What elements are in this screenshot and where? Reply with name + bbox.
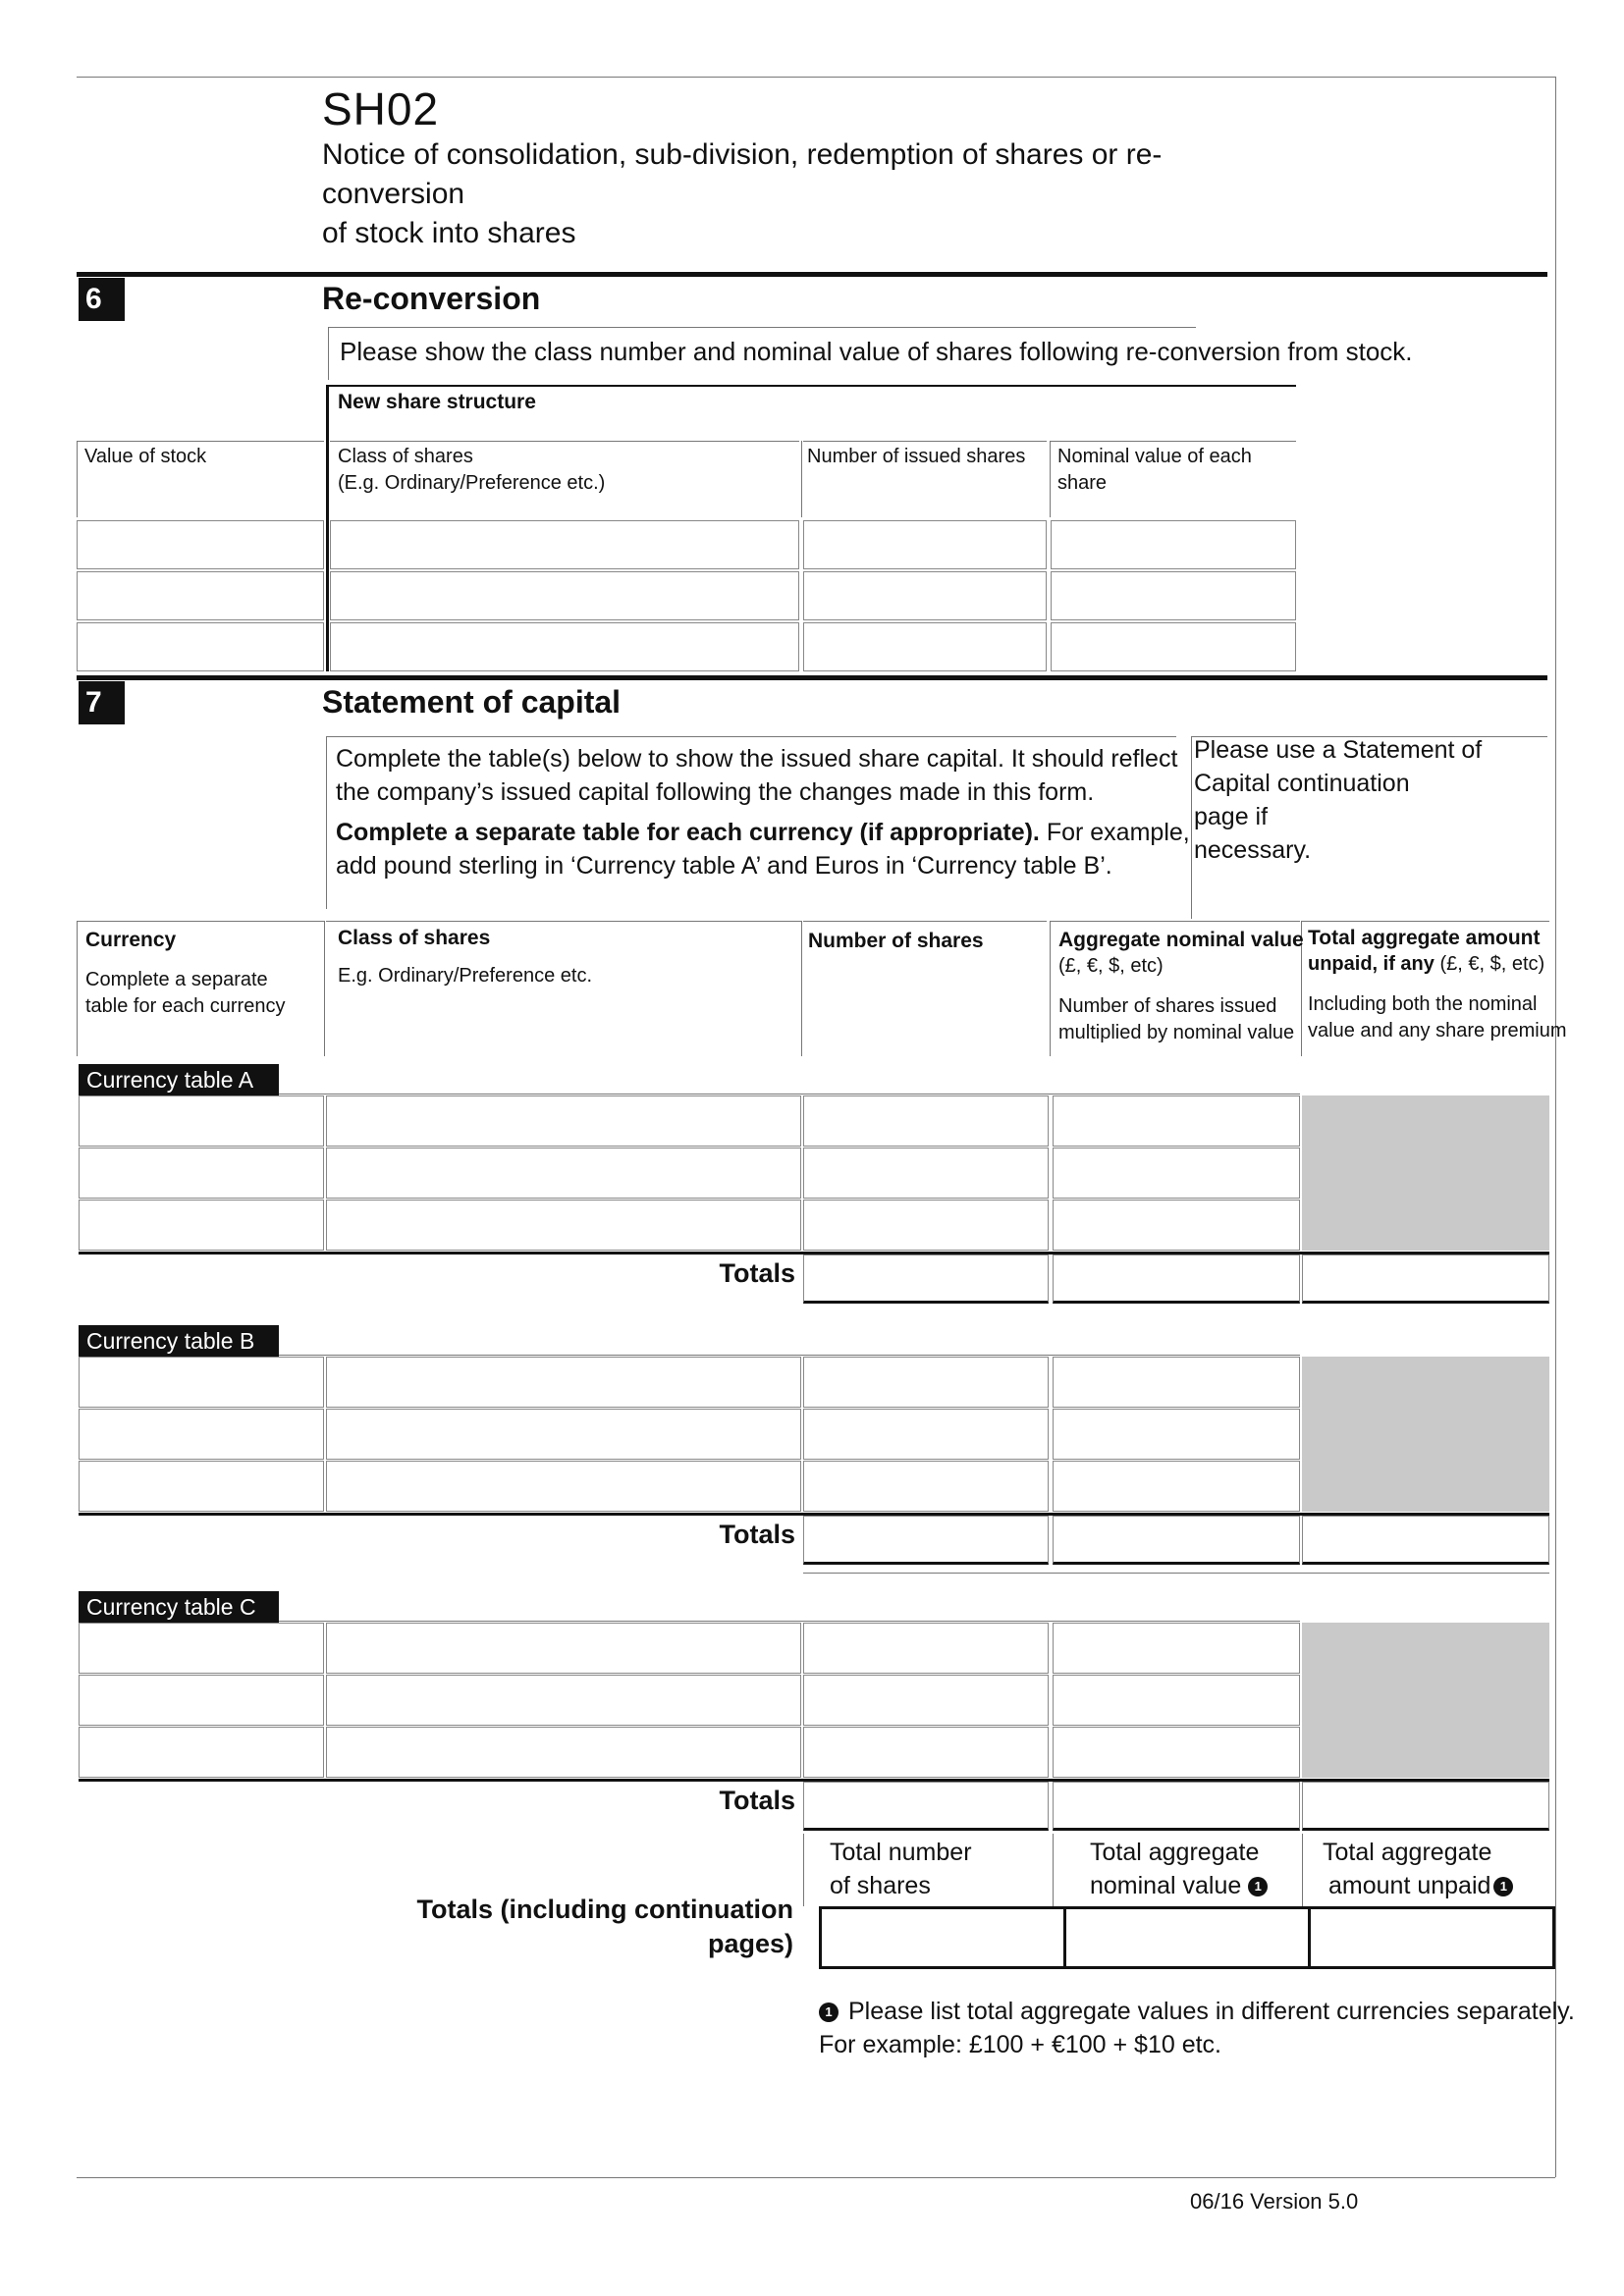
table-b-total-unpaid[interactable] — [1302, 1516, 1549, 1565]
form-title — [322, 135, 1304, 253]
note-bullet-icon: 1 — [1248, 1877, 1268, 1896]
s7-side-note-l3: page if — [1194, 803, 1269, 830]
table-c-row3-currency[interactable] — [79, 1727, 324, 1778]
s7-instruction-l3 — [336, 816, 1190, 849]
table-a-row3-class[interactable] — [326, 1200, 801, 1251]
s7-side-note-l4: necessary. — [1194, 836, 1312, 864]
new-share-structure-label: New share structure — [338, 391, 536, 413]
s6-header-rule-3 — [803, 441, 1047, 442]
table-a-row1-class[interactable] — [326, 1095, 801, 1147]
grand-totals-label-l2: pages) — [707, 1929, 793, 1958]
s7-instruction-l4: add pound sterling in ‘Currency table A’ and Euros in ‘Currency table B’. — [336, 852, 1112, 880]
section6-title: Re-conversion — [322, 281, 541, 316]
table-b-row3-class[interactable] — [326, 1461, 801, 1512]
s6-row1-number[interactable] — [803, 520, 1047, 569]
footnote — [819, 1995, 1575, 2061]
table-b-row3-number[interactable] — [803, 1461, 1049, 1512]
table-a-total-number[interactable] — [803, 1255, 1049, 1304]
s6-header-rule-4 — [1051, 441, 1296, 442]
s7-hdr-rule-5 — [1302, 921, 1549, 922]
grand-col2-header — [1090, 1836, 1268, 1902]
table-b-row1-class[interactable] — [326, 1357, 801, 1408]
table-a-total-unpaid[interactable] — [1302, 1255, 1549, 1304]
table-c-unpaid-shaded — [1302, 1623, 1549, 1778]
table-a-row1-aggregate[interactable] — [1053, 1095, 1300, 1147]
col-nominal-l1: Nominal value of each — [1057, 446, 1252, 467]
footnote-l1: Please list total aggregate values in different currencies separately. — [848, 1998, 1575, 2025]
col-class-of-shares-l1: Class of shares — [338, 446, 473, 467]
grand-col1-header — [830, 1836, 972, 1902]
table-b-label-rule — [279, 1355, 1300, 1356]
s7-instruction-right-rule — [1191, 736, 1192, 919]
note-bullet-icon: 1 — [1493, 1877, 1513, 1896]
s6-row2-class[interactable] — [330, 571, 799, 620]
grand-totals-vrule-2 — [1053, 1834, 1054, 1906]
s7-hdr-vrule-3 — [801, 921, 802, 1056]
grand-col3-l2-wrap — [1323, 1869, 1513, 1902]
s6-row2-nominal[interactable] — [1051, 571, 1296, 620]
table-b-row1-number[interactable] — [803, 1357, 1049, 1408]
col-aggregate-l1: Aggregate nominal value — [1058, 929, 1304, 951]
col-number-of-shares: Number of shares — [808, 930, 984, 952]
form-title-line2: of stock into shares — [322, 217, 576, 249]
table-c-row3-aggregate[interactable] — [1053, 1727, 1300, 1778]
col-aggregate-sub-l1: Number of shares issued — [1058, 995, 1277, 1017]
table-b-row3-currency[interactable] — [79, 1461, 324, 1512]
grand-total-nominal-value[interactable] — [1063, 1906, 1311, 1969]
table-c-row2-currency[interactable] — [79, 1675, 324, 1726]
currency-table-c-label: Currency table C — [79, 1591, 279, 1623]
col-nominal-value — [1057, 444, 1252, 497]
s6-row1-class[interactable] — [330, 520, 799, 569]
s6-row2-number[interactable] — [803, 571, 1047, 620]
table-a-row2-currency[interactable] — [79, 1148, 324, 1199]
col-aggregate-sub-l2: multiplied by nominal value — [1058, 1022, 1295, 1043]
s7-instruction-bold: Complete a separate table for each currency (if appropriate). — [336, 819, 1040, 846]
col-aggregate — [1058, 927, 1304, 1046]
grand-col2-l1: Total aggregate — [1090, 1839, 1260, 1866]
s7-hdr-vrule-4 — [1050, 921, 1051, 1056]
table-a-row2-aggregate[interactable] — [1053, 1148, 1300, 1199]
s7-hdr-rule-3 — [803, 921, 1047, 922]
col-class-of-shares — [338, 444, 605, 497]
col-class — [338, 925, 592, 989]
s6-row3-value-of-stock[interactable] — [77, 622, 324, 671]
col-currency-sub-l2: table for each currency — [85, 995, 286, 1017]
section6-instruction-top-rule — [328, 327, 1196, 328]
grand-totals-label — [373, 1893, 793, 1961]
s7-hdr-rule-1 — [77, 921, 324, 922]
table-c-total-unpaid[interactable] — [1302, 1782, 1549, 1831]
col-unpaid-l2-rest: (£, €, $, etc) — [1434, 953, 1545, 975]
s7-hdr-rule-2 — [326, 921, 801, 922]
s7-instruction-l3-rest: For example, — [1039, 819, 1190, 846]
grand-totals-label-l1: Totals (including continuation — [416, 1895, 793, 1924]
col-unpaid-sub-l1: Including both the nominal — [1308, 993, 1538, 1015]
new-share-structure-rule — [328, 385, 1296, 387]
s6-header-rule-2 — [330, 441, 799, 442]
s7-instruction-left-rule — [326, 736, 327, 909]
table-c-row2-class[interactable] — [326, 1675, 801, 1726]
form-title-line1: Notice of consolidation, sub-division, redemption of shares or re-conversion — [322, 138, 1163, 210]
s6-row3-class[interactable] — [330, 622, 799, 671]
col-class-sub: E.g. Ordinary/Preference etc. — [338, 965, 593, 987]
col-aggregate-l2: (£, €, $, etc) — [1058, 955, 1164, 977]
table-b-row1-aggregate[interactable] — [1053, 1357, 1300, 1408]
table-c-row1-class[interactable] — [326, 1623, 801, 1674]
currency-table-b-label: Currency table B — [79, 1325, 279, 1357]
col-unpaid-l2 — [1308, 951, 1566, 978]
s7-hdr-rule-4 — [1051, 921, 1300, 922]
table-a-total-aggregate[interactable] — [1053, 1255, 1300, 1304]
grand-total-number-of-shares[interactable] — [819, 1906, 1066, 1969]
s6-header-rule-1 — [77, 441, 324, 442]
currency-table-a-label: Currency table A — [79, 1064, 279, 1095]
s7-hdr-vrule-2 — [324, 921, 325, 1056]
grand-col1-l2: of shares — [830, 1872, 931, 1899]
col-unpaid-sub-l2: value and any share premium — [1308, 1020, 1567, 1041]
col-class-of-shares-l2: (E.g. Ordinary/Preference etc.) — [338, 472, 606, 494]
s6-row1-nominal[interactable] — [1051, 520, 1296, 569]
table-a-totals-label: Totals — [719, 1258, 795, 1288]
s7-instruction-l1: Complete the table(s) below to show the issued share capital. It should reflect — [336, 745, 1178, 773]
section7-bar — [77, 675, 1547, 680]
col-currency-title: Currency — [85, 929, 177, 951]
s6-row3-nominal[interactable] — [1051, 622, 1296, 671]
s7-instruction — [336, 742, 1190, 882]
table-a-row2-class[interactable] — [326, 1148, 801, 1199]
table-c-row2-number[interactable] — [803, 1675, 1049, 1726]
page-frame-right — [1555, 77, 1556, 2177]
table-b-row2-currency[interactable] — [79, 1409, 324, 1460]
s7-instruction-l2: the company’s issued capital following the changes made in this form. — [336, 778, 1095, 806]
form-code: SH02 — [322, 83, 440, 134]
version-footer: 06/16 Version 5.0 — [1190, 2189, 1359, 2214]
s6-row1-value-of-stock[interactable] — [77, 520, 324, 569]
s6-row3-number[interactable] — [803, 622, 1047, 671]
table-c-row2-aggregate[interactable] — [1053, 1675, 1300, 1726]
section6-instruction-left-rule — [328, 327, 329, 380]
table-c-row1-currency[interactable] — [79, 1623, 324, 1674]
s6-header-vrule-2 — [801, 441, 802, 517]
section6-bar — [77, 272, 1547, 277]
col-nominal-l2: share — [1057, 472, 1108, 494]
table-a-unpaid-shaded — [1302, 1095, 1549, 1251]
table-b-total-aggregate[interactable] — [1053, 1516, 1300, 1565]
col-number-issued: Number of issued shares — [807, 446, 1026, 467]
col-unpaid-l2-bold: unpaid, if any — [1308, 953, 1435, 975]
page-frame-bottom — [77, 2177, 1555, 2178]
footnote-l2: For example: £100 + €100 + $10 etc. — [819, 2031, 1221, 2058]
grand-col3-header — [1323, 1836, 1513, 1902]
table-b-row2-number[interactable] — [803, 1409, 1049, 1460]
table-c-row3-class[interactable] — [326, 1727, 801, 1778]
grand-col2-l2: nominal value — [1090, 1872, 1242, 1899]
s7-hdr-vrule-1 — [77, 921, 78, 1056]
table-a-row3-aggregate[interactable] — [1053, 1200, 1300, 1251]
col-unpaid — [1308, 925, 1566, 1044]
new-share-structure-left-rule — [326, 385, 329, 671]
section6-instruction: Please show the class number and nominal value of shares following re-conversion from stock. — [340, 337, 1413, 366]
table-b-row2-aggregate[interactable] — [1053, 1409, 1300, 1460]
col-unpaid-l1: Total aggregate amount — [1308, 927, 1541, 949]
col-class-title: Class of shares — [338, 927, 491, 949]
table-c-total-aggregate[interactable] — [1053, 1782, 1300, 1831]
s7-side-note-l1: Please use a Statement of — [1194, 736, 1483, 764]
grand-totals-vrule-1 — [803, 1834, 804, 1906]
s7-instruction-top-rule — [326, 736, 1176, 737]
table-a-row3-number[interactable] — [803, 1200, 1049, 1251]
s6-header-vrule-1 — [77, 441, 78, 517]
s7-side-note-l2: Capital continuation — [1194, 770, 1410, 797]
grand-col2-l2-wrap — [1090, 1869, 1268, 1902]
table-b-row1-currency[interactable] — [79, 1357, 324, 1408]
table-c-label-rule — [279, 1621, 1300, 1622]
table-c-total-number[interactable] — [803, 1782, 1049, 1831]
section6-number: 6 — [79, 278, 125, 321]
note-bullet-icon: 1 — [819, 2002, 839, 2022]
table-b-row2-class[interactable] — [326, 1409, 801, 1460]
table-b-totals-label: Totals — [719, 1520, 795, 1549]
s6-row2-value-of-stock[interactable] — [77, 571, 324, 620]
grand-col3-l2: amount unpaid — [1328, 1872, 1491, 1899]
table-b-total-number[interactable] — [803, 1516, 1049, 1565]
grand-total-amount-unpaid[interactable] — [1308, 1906, 1555, 1969]
footnote-l1-wrap — [819, 1995, 1575, 2028]
col-currency — [85, 927, 285, 1020]
table-c-top-rule — [803, 1573, 1549, 1574]
table-b-row3-aggregate[interactable] — [1053, 1461, 1300, 1512]
table-a-row1-currency[interactable] — [79, 1095, 324, 1147]
table-b-unpaid-shaded — [1302, 1357, 1549, 1512]
table-c-totals-label: Totals — [719, 1786, 795, 1815]
grand-col3-l1: Total aggregate — [1323, 1839, 1492, 1866]
s6-header-vrule-3 — [1050, 441, 1051, 517]
section7-number: 7 — [79, 681, 125, 724]
grand-totals-vrule-3 — [1302, 1834, 1303, 1906]
table-a-row3-currency[interactable] — [79, 1200, 324, 1251]
col-value-of-stock: Value of stock — [84, 446, 207, 467]
table-a-label-rule — [279, 1094, 1300, 1095]
section7-title: Statement of capital — [322, 684, 622, 720]
grand-col1-l1: Total number — [830, 1839, 972, 1866]
s7-side-note — [1194, 733, 1482, 867]
table-a-row1-number[interactable] — [803, 1095, 1049, 1147]
page-frame-top — [77, 77, 1555, 78]
table-c-row1-aggregate[interactable] — [1053, 1623, 1300, 1674]
table-c-row3-number[interactable] — [803, 1727, 1049, 1778]
table-a-row2-number[interactable] — [803, 1148, 1049, 1199]
table-c-row1-number[interactable] — [803, 1623, 1049, 1674]
col-currency-sub-l1: Complete a separate — [85, 969, 268, 990]
